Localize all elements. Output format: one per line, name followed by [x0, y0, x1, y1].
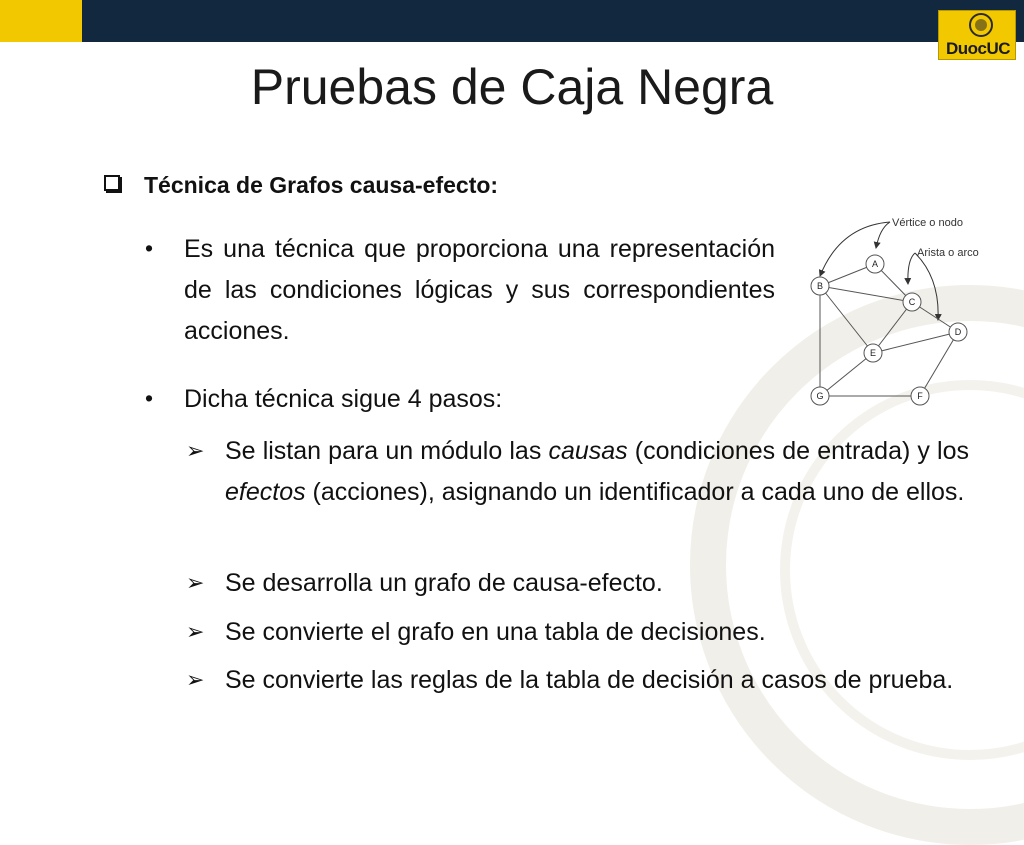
- node-label: D: [954, 327, 962, 337]
- node-label: C: [908, 297, 916, 307]
- vertex-label: Vértice o nodo: [892, 217, 963, 229]
- node-label: G: [816, 391, 824, 401]
- checkbox-square-icon: [104, 175, 120, 191]
- header-bar: [82, 0, 1024, 42]
- logo-text: DuocUC: [945, 39, 1011, 58]
- arrow-bullet-icon: ➢: [186, 570, 205, 595]
- vertex-callout-arrow: [876, 222, 890, 248]
- node-label: E: [869, 348, 877, 358]
- bullet-text: Dicha técnica sigue 4 pasos:: [184, 385, 503, 413]
- step-text: Se convierte las reglas de la tabla de decisión a casos de prueba.: [225, 666, 954, 694]
- arrow-bullet-icon: ➢: [186, 438, 205, 463]
- arrow-bullet-icon: ➢: [186, 667, 205, 692]
- step-text: Se listan para un módulo las causas (condiciones de entrada) y los efectos (acciones), asignando un identificador a cada uno de ellos.: [225, 437, 969, 506]
- node-label: A: [871, 259, 879, 269]
- step-text: Se desarrolla un grafo de causa-efecto.: [225, 569, 663, 597]
- node-label: B: [816, 281, 824, 291]
- edge-callout-arrow: [915, 253, 938, 320]
- arrow-bullet-icon: ➢: [186, 619, 205, 644]
- cause-effect-graph-diagram: [800, 208, 1010, 408]
- edge-label: Arista o arco: [917, 247, 979, 259]
- header-accent-bar: [0, 0, 82, 42]
- edge-callout-arrow: [908, 253, 915, 284]
- section-heading: Técnica de Grafos causa-efecto:: [144, 172, 499, 198]
- bullet-text: Es una técnica que proporciona una representación de las condiciones lógicas y sus correspondientes acciones.: [184, 235, 775, 345]
- bullet-dot-icon: •: [145, 385, 154, 411]
- duocuc-logo: [938, 10, 1016, 60]
- slide-title: Pruebas de Caja Negra: [250, 59, 774, 115]
- step-text: Se convierte el grafo en una tabla de decisiones.: [225, 618, 766, 646]
- node-label: F: [917, 391, 923, 401]
- bullet-dot-icon: •: [145, 235, 154, 261]
